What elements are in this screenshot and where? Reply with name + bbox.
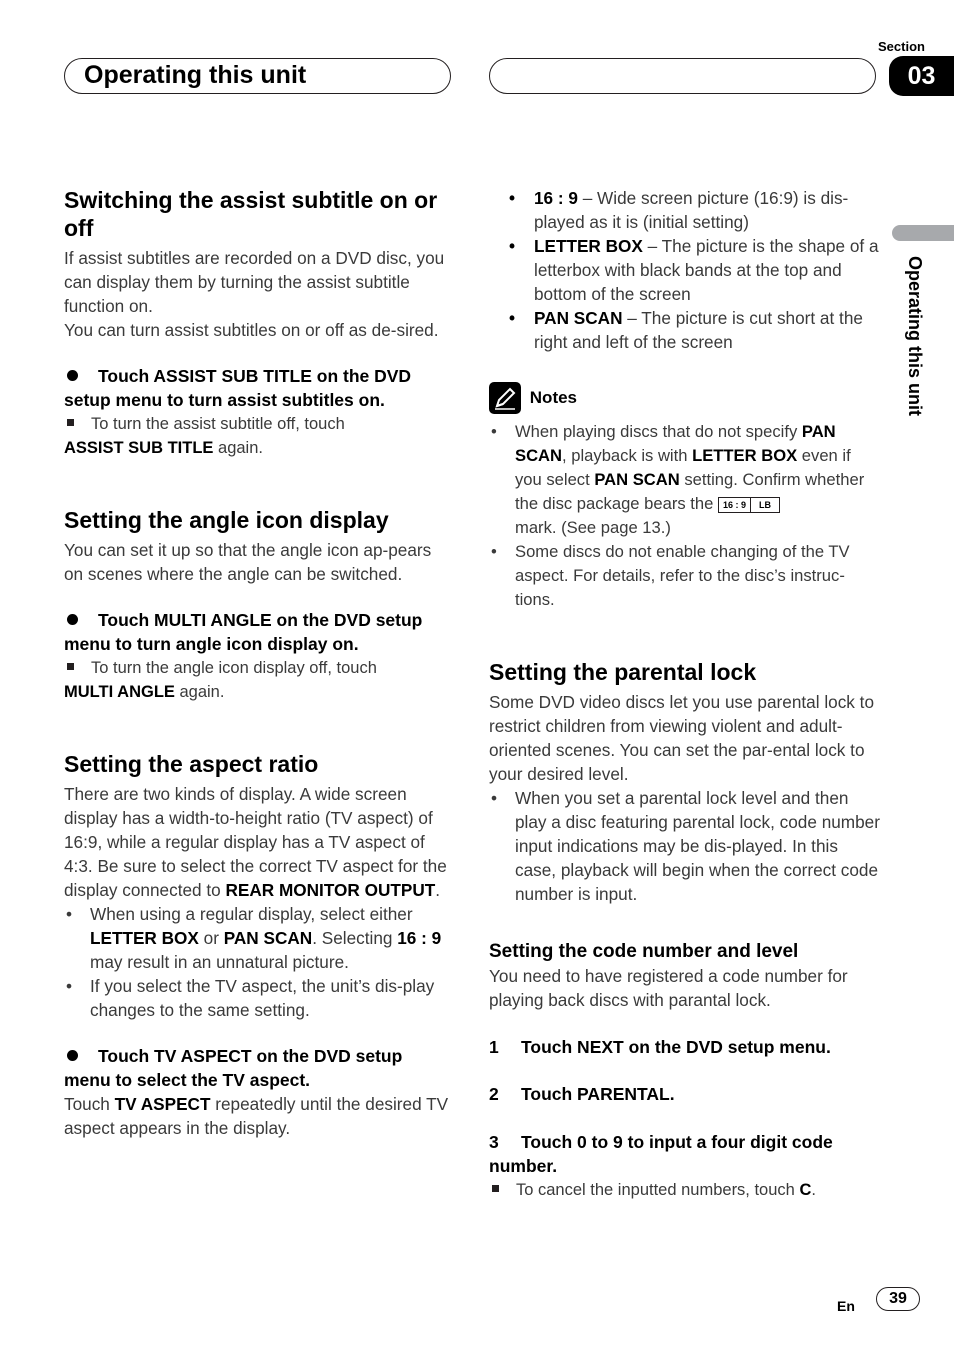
assist-note: To turn the assist subtitle off, touch ASSIST SUB TITLE again.: [64, 415, 345, 457]
step-bullet-icon: [67, 614, 78, 625]
left-column: [64, 186, 450, 1140]
list-item: • LETTER BOX – The picture is the shape of a letterbox with black bands at the top and bottom of the screen: [489, 234, 881, 306]
parental-para: Some DVD video discs let you use parental lock to restrict children from viewing violent and adult-oriented scenes. You can set the par-ental lock to your desired level.: [489, 692, 874, 784]
list-item: • PAN SCAN – The picture is cut short at the right and left of the screen: [489, 306, 881, 354]
list-item: • When playing discs that do not specify PAN SCAN, playback is with LETTER BOX even if you select PAN SCAN setting. Confirm whether the disc package bears the 16 : 9 LB mark. (See page 13.): [489, 420, 881, 540]
assist-para-2: You can turn assist subtitles on or off as de-sired.: [64, 320, 439, 340]
notes-title: Notes: [529, 388, 578, 407]
list-item: • When using a regular display, select either LETTER BOX or PAN SCAN. Selecting 16 : 9 may result in an unnatural picture.: [64, 902, 450, 974]
square-bullet-icon: [67, 419, 74, 426]
notes-pencil-icon: [489, 382, 521, 414]
code-step-3: 3 Touch 0 to 9 to input a four digit code number.: [489, 1132, 833, 1176]
notes-list: [489, 420, 881, 612]
assist-heading: Switching the assist subtitle on or off: [64, 187, 438, 241]
footer-language: En: [837, 1298, 855, 1314]
angle-heading: Setting the angle icon display: [64, 507, 389, 533]
list-item: • When you set a parental lock level and then play a disc featuring parental lock, code number input indications may be dis-played. In this case, playback will begin when the correct code number is input.: [489, 786, 881, 906]
step-bullet-icon: [67, 1050, 78, 1061]
aspect-mark-icon: 16 : 9 LB: [718, 497, 780, 513]
section-number: 03: [889, 56, 954, 96]
cancel-note: To cancel the inputted numbers, touch C.: [489, 1178, 881, 1202]
parental-bullets: [489, 786, 881, 906]
aspect-options: [489, 186, 881, 354]
page-title: Operating this unit: [84, 61, 307, 89]
list-item: • Some discs do not enable changing of the TV aspect. For details, refer to the disc’s instruc-tions.: [489, 540, 881, 612]
code-subheading: Setting the code number and level: [489, 941, 799, 962]
side-tab-label: Operating this unit: [905, 256, 925, 416]
square-bullet-icon: [492, 1185, 499, 1192]
assist-para-1: If assist subtitles are recorded on a DVD disc, you can display them by turning the assist subtitle function on.: [64, 248, 445, 316]
parental-heading: Setting the parental lock: [489, 659, 757, 685]
list-item: • 16 : 9 – Wide screen picture (16:9) is dis-played as it is (initial setting): [489, 186, 881, 234]
aspect-heading: Setting the aspect ratio: [64, 751, 319, 777]
aspect-bullets: [64, 902, 450, 1022]
code-step-1: 1 Touch NEXT on the DVD setup menu.: [489, 1037, 831, 1057]
angle-note: To turn the angle icon display off, touch MULTI ANGLE again.: [64, 659, 377, 701]
aspect-para: There are two kinds of display. A wide screen display has a width-to-height ratio (TV aspect) of 16:9, while a regular display has a TV aspect of 4:3. Be sure to select the correct TV aspect for the display connected to REAR MONITOR OUTPUT.: [64, 784, 447, 900]
page-number: 39: [876, 1287, 920, 1311]
code-step-2: 2 Touch PARENTAL.: [489, 1084, 675, 1104]
side-tab-marker: [892, 225, 954, 241]
angle-step: Touch MULTI ANGLE on the DVD setup menu to turn angle icon display on.: [64, 610, 423, 654]
square-bullet-icon: [67, 663, 74, 670]
notes-header: [489, 382, 881, 416]
angle-para: You can set it up so that the angle icon ap-pears on scenes where the angle can be switched.: [64, 540, 432, 584]
code-para: You need to have registered a code number for playing back discs with parantal lock.: [489, 966, 848, 1010]
aspect-step: Touch TV ASPECT on the DVD setup menu to select the TV aspect.: [64, 1046, 403, 1090]
list-item: • If you select the TV aspect, the unit’s dis-play changes to the same setting.: [64, 974, 450, 1022]
header-blank-box: [489, 58, 876, 94]
step-bullet-icon: [67, 370, 78, 381]
right-column: [489, 186, 881, 1202]
section-label: Section: [878, 39, 925, 54]
aspect-after-step: Touch TV ASPECT repeatedly until the desired TV aspect appears in the display.: [64, 1094, 449, 1138]
assist-step: Touch ASSIST SUB TITLE on the DVD setup menu to turn assist subtitles on.: [64, 366, 412, 410]
